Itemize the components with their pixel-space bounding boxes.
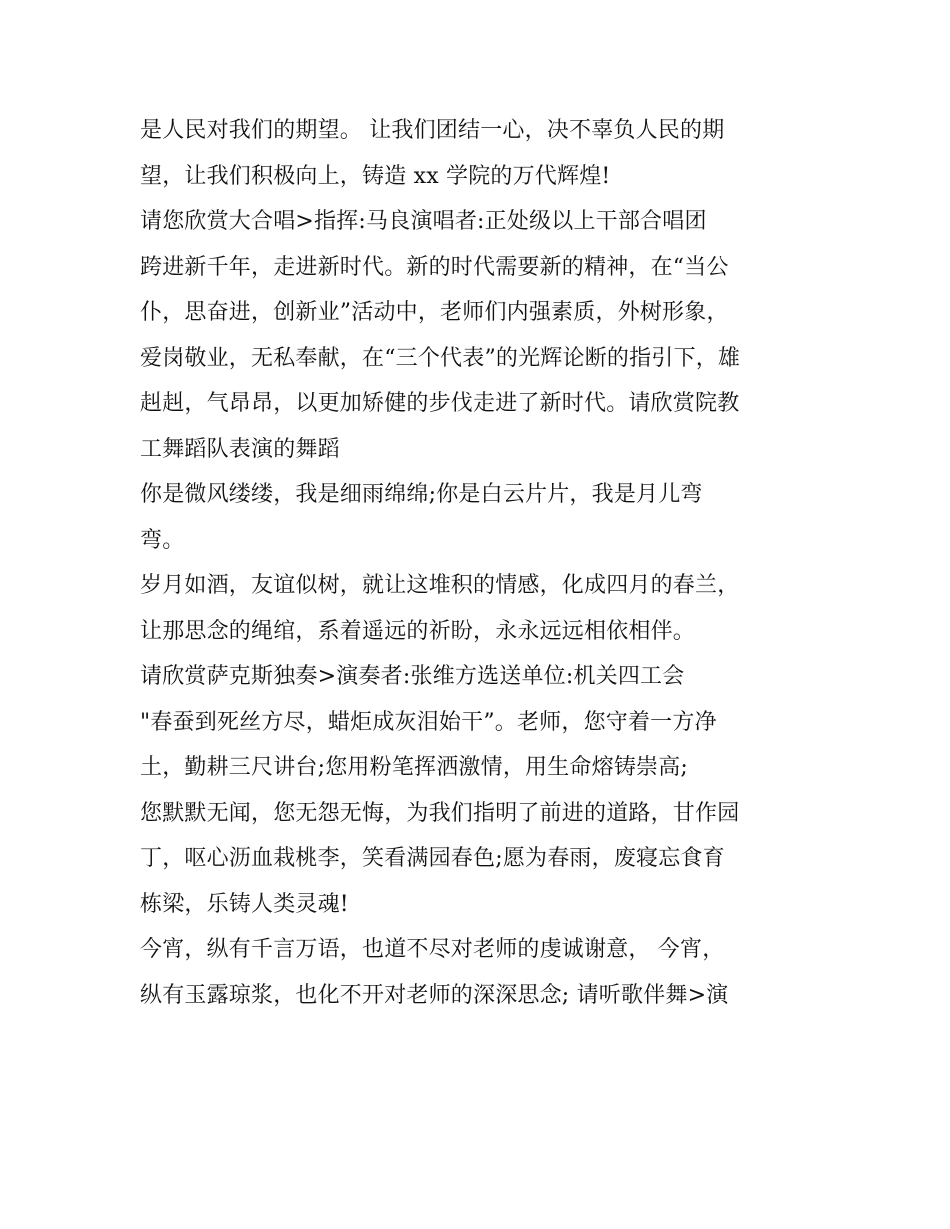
text-line: 望，让我们积极向上，铸造 xx 学院的万代辉煌! <box>140 163 611 189</box>
text-line: 爱岗敬业，无私奉献，在“三个代表”的光辉论断的指引下，雄 <box>140 345 741 371</box>
text-line: 跨进新千年，走进新时代。新的时代需要新的精神，在“当公 <box>140 254 729 280</box>
text-line: 请欣赏萨克斯独奏>演奏者:张维方选送单位:机关四工会 <box>140 664 685 689</box>
text-line: 你是微风缕缕，我是细雨绵绵;你是白云片片，我是月儿弯 <box>140 482 703 507</box>
text-line: 丁，呕心沥血栽桃李，笑看满园春色;愿为春雨，废寝忘食育 <box>140 846 725 871</box>
text-line: 请您欣赏大合唱>指挥:马良演唱者:正处级以上干部合唱团 <box>140 209 707 234</box>
text-line: 弯。 <box>140 527 185 553</box>
text-line: 赳赳，气昂昂，以更加矫健的步伐走进了新时代。请欣赏院教 <box>140 391 740 416</box>
text-line: 土，勤耕三尺讲台;您用粉笔挥洒激情，用生命熔铸崇高; <box>140 755 689 780</box>
text-line: 工舞蹈队表演的舞蹈 <box>140 436 340 462</box>
text-line: 今宵，纵有千言万语，也道不尽对老师的虔诚谢意， 今宵， <box>140 937 725 962</box>
document-body <box>140 108 820 1018</box>
text-line: 栋梁，乐铸人类灵魂! <box>140 891 349 917</box>
text-line: 您默默无闻，您无怨无悔，为我们指明了前进的道路，甘作园 <box>140 800 740 826</box>
text-line: "春蚕到死丝方尽，蜡炬成灰泪始干”。老师，您守着一方净 <box>140 709 717 735</box>
text-line: 纵有玉露琼浆，也化不开对老师的深深思念; 请听歌伴舞>演 <box>140 982 729 1008</box>
text-line: 让那思念的绳绾，系着遥远的祈盼，永永远远相依相伴。 <box>140 618 696 644</box>
text-line: 岁月如酒，友谊似树，就让这堆积的情感，化成四月的春兰， <box>140 573 740 598</box>
text-line: 是人民对我们的期望。 让我们团结一心，决不辜负人民的期 <box>140 118 725 143</box>
text-line: 仆，思奋进，创新业”活动中，老师们内强素质，外树形象， <box>140 300 729 325</box>
